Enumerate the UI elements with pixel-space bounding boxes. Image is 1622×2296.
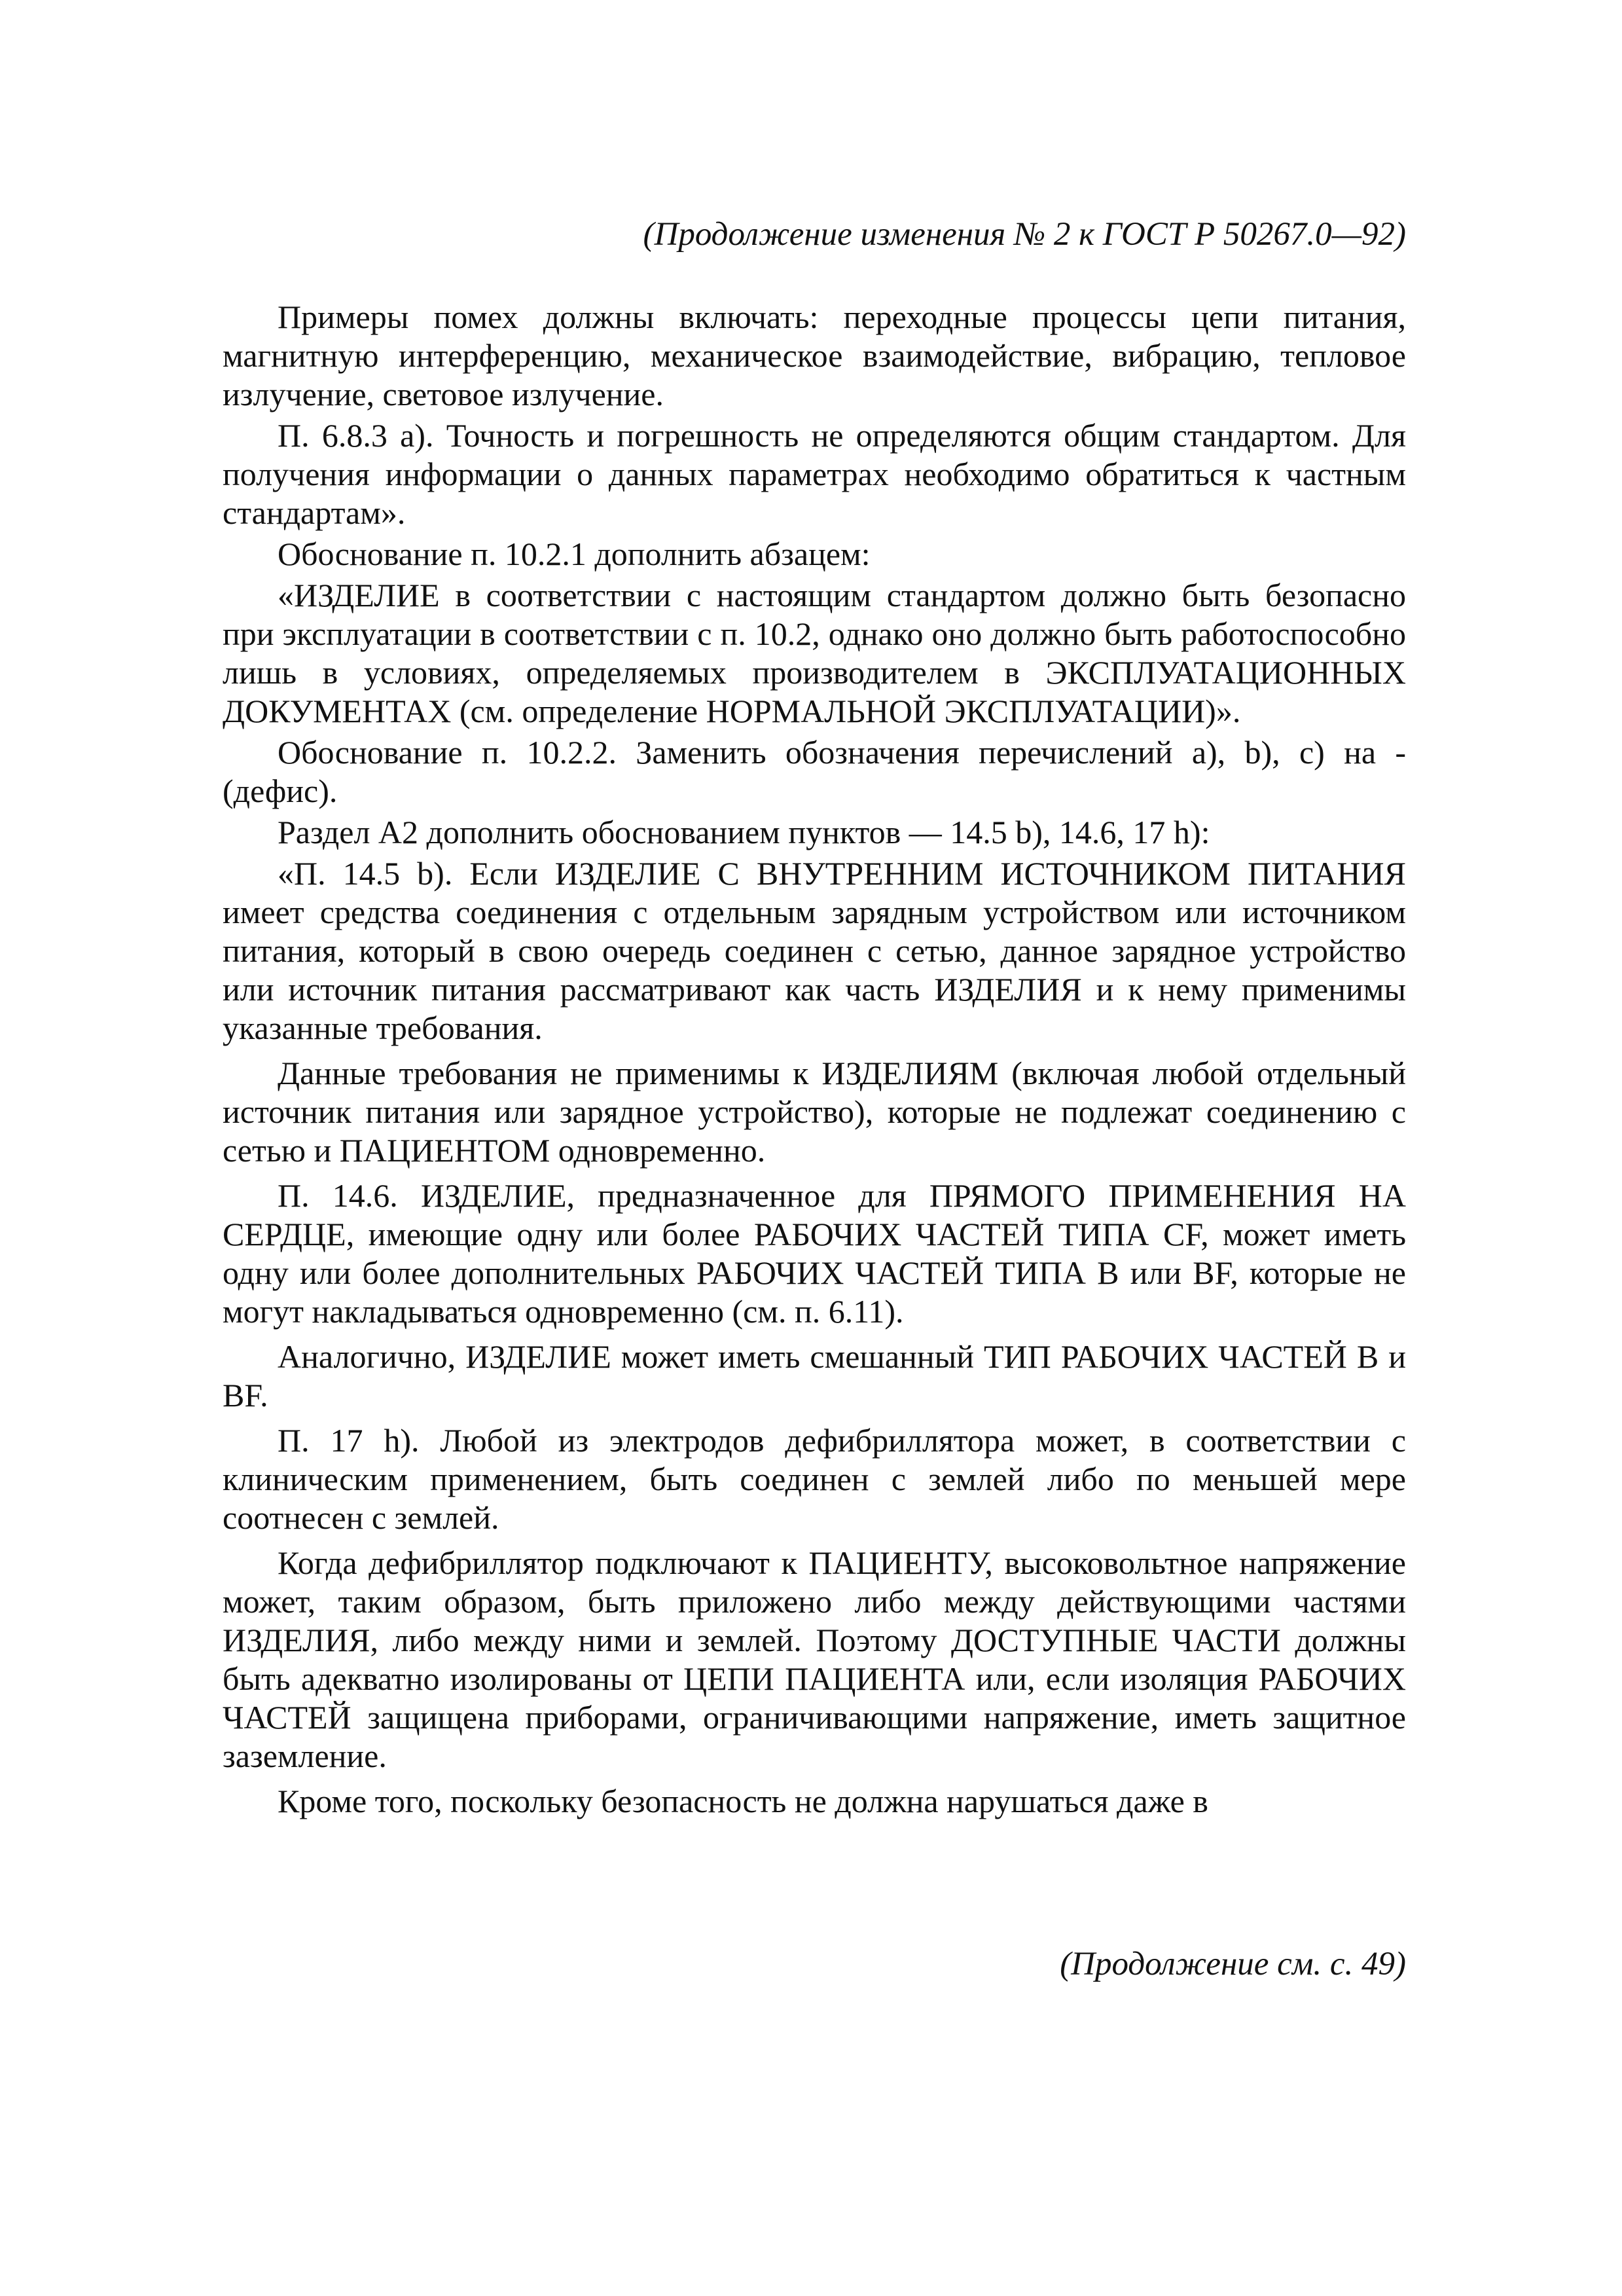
continuation-footer: (Продолжение см. с. 49) [1060,1946,1406,1982]
paragraph-rationale-10-2-2: Обоснование п. 10.2.2. Заменить обозначения перечислений а), b), с) на - (дефис). [223,734,1406,809]
paragraph-safety-continued: Кроме того, поскольку безопасность не должна нарушаться даже в [278,1783,1208,1819]
paragraph-mixed-type: Аналогично, ИЗДЕЛИЕ может иметь смешанный ТИП РАБОЧИХ ЧАСТЕЙ В и BF. [223,1338,1406,1413]
paragraph-17-h: П. 17 h). Любой из электродов дефибриллятора может, в соответствии с клиническим применением, быть соединен с землей либо по меньшей мере соотнесен с землей. [223,1422,1406,1536]
paragraph-requirements-not-applicable: Данные требования не применимы к ИЗДЕЛИЯМ (включая любой отдельный источник питания или зарядное устройство), которые не подлежат соединению с сетью и ПАЦИЕНТОМ одновременно. [223,1055,1406,1169]
paragraph-rationale-10-2-1: Обоснование п. 10.2.1 дополнить абзацем: [278,536,871,572]
paragraph-14-6: П. 14.6. ИЗДЕЛИЕ, предназначенное для ПРЯМОГО ПРИМЕНЕНИЯ НА СЕРДЦЕ, имеющие одну или более РАБОЧИХ ЧАСТЕЙ ТИПА CF, может иметь одну или более дополнительных РАБОЧИХ ЧАСТЕЙ ТИПА В или BF, которые не могут накладываться одновременно (см. п. 6.11). [223,1177,1406,1330]
paragraph-product-safety: «ИЗДЕЛИЕ в соответствии с настоящим стандартом должно быть безопасно при эксплуатации в соответствии с п. 10.2, однако оно должно быть работоспособно лишь в условиях, определяемых производителем в ЭКСПЛУАТАЦИОННЫХ ДОКУМЕНТАХ (см. определение НОРМАЛЬНОЙ ЭКСПЛУАТАЦИИ)». [223,577,1406,729]
document-body [223,298,1406,1827]
continuation-header: (Продолжение изменения № 2 к ГОСТ Р 50267.0—92) [643,216,1406,253]
paragraph-defibrillator-connection: Когда дефибриллятор подключают к ПАЦИЕНТУ, высоковольтное напряжение может, таким образом, быть приложено либо между действующими частями ИЗДЕЛИЯ, либо между ними и землей. Поэтому ДОСТУПНЫЕ ЧАСТИ должны быть адекватно изолированы от ЦЕПИ ПАЦИЕНТА или, если изоляция РАБОЧИХ ЧАСТЕЙ защищена приборами, ограничивающими напряжение, иметь защитное заземление. [223,1544,1406,1774]
paragraph-6-8-3-a: П. 6.8.3 а). Точность и погрешность не определяются общим стандартом. Для получения информации о данных параметрах необходимо обратиться к частным стандартам». [223,417,1406,531]
paragraph-14-5-b: «П. 14.5 b). Если ИЗДЕЛИЕ С ВНУТРЕННИМ ИСТОЧНИКОМ ПИТАНИЯ имеет средства соединения с отдельным зарядным устройством или источником питания, который в свою очередь соединен с сетью, данное зарядное устройство или источник питания рассматривают как часть ИЗДЕЛИЯ и к нему применимы указанные требования. [223,855,1406,1046]
paragraph-section-a2: Раздел А2 дополнить обоснованием пунктов — 14.5 b), 14.6, 17 h): [278,814,1210,850]
paragraph-interference-examples: Примеры помех должны включать: переходные процессы цепи питания, магнитную интерференцию, механическое взаимодействие, вибрацию, тепловое излучение, световое излучение. [223,299,1406,412]
